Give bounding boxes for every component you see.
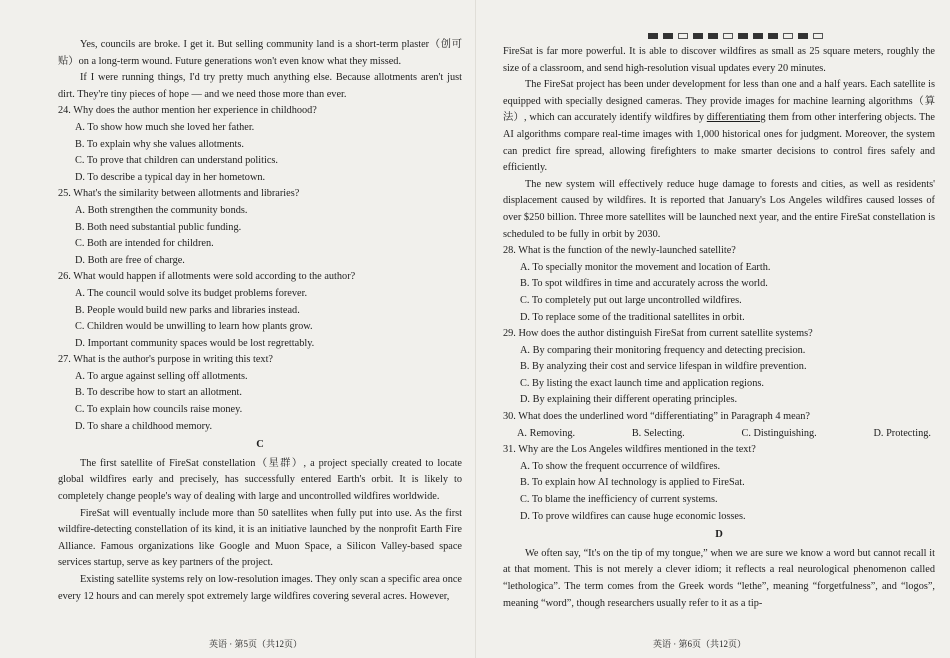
option: D. To replace some of the traditional satellites in orbit. <box>520 311 745 323</box>
option: B. Selecting. <box>631 427 685 439</box>
option: B. To describe how to start an allotment. <box>75 387 242 399</box>
option: D. Important community spaces would be lost regrettably. <box>75 337 315 349</box>
paragraph: The new system will effectively reduce huge damage to forests and cities, as well as residents' displacement caused by wildfires. It is reported that January's Los Angeles wildfires caused losses of over $250 billion. Three more satellites will be launched next year, and the entire FireSat constellation is scheduled to be fully in orbit by 2030. <box>503 178 935 240</box>
section-heading-d: D <box>715 529 723 541</box>
right-page <box>475 0 950 658</box>
option: C. To prove that children can understand politics. <box>75 155 278 167</box>
paragraph: We often say, “It's on the tip of my tongue,” when we are sure we know a word but cannot recall it at that moment. This is not merely a clever idiom; it reflects a real neurological phenomenon called “lethologica”. The term comes from the Greek words “lethe”, meaning “forgetfulness”, and “logos”, meaning “word”, though researchers usually refer to it as a tip- <box>503 547 935 609</box>
option: A. To show how much she loved her father. <box>75 121 255 133</box>
question-stem: 26. What would happen if allotments were sold according to the author? <box>58 271 356 283</box>
question-29 <box>503 326 935 409</box>
question-stem: 31. Why are the Los Angeles wildfires mentioned in the text? <box>503 444 756 456</box>
question-31 <box>503 442 935 525</box>
question-27 <box>58 352 462 435</box>
paragraph: Existing satellite systems rely on low-resolution images. They only scan a specific area once every 12 hours and can merely spot extremely large wildfires covering several acres. However, <box>58 574 462 602</box>
page-footer: 英语 · 第6页（共12页） <box>653 639 746 649</box>
question-30 <box>503 409 935 442</box>
question-stem: 29. How does the author distinguish FireSat from current satellite systems? <box>503 328 813 340</box>
option: A. Removing. <box>517 427 576 439</box>
left-column <box>58 37 462 605</box>
option: B. By analyzing their cost and service lifespan in wildfire prevention. <box>520 361 807 373</box>
option: D. By explaining their different operating principles. <box>520 394 738 406</box>
question-26 <box>58 269 462 352</box>
option: C. To completely put out large uncontrolled wildfires. <box>520 294 742 306</box>
section-heading-c: C <box>256 439 264 451</box>
option: A. The council would solve its budget problems forever. <box>75 287 308 299</box>
option: D. To describe a typical day in her hometown. <box>75 171 266 183</box>
option: C. To blame the inefficiency of current systems. <box>520 494 718 506</box>
question-stem: 28. What is the function of the newly-launched satellite? <box>503 245 736 257</box>
option: B. People would build new parks and libraries instead. <box>75 304 300 316</box>
option: B. To explain why she values allotments. <box>75 138 244 150</box>
option: D. Both are free of charge. <box>75 254 185 266</box>
option: C. Distinguishing. <box>741 427 817 439</box>
question-stem: 25. What's the similarity between allotments and libraries? <box>58 188 300 200</box>
option: B. To spot wildfires in time and accurately across the world. <box>520 278 768 290</box>
question-stem: 24. Why does the author mention her experience in childhood? <box>58 105 317 117</box>
option: D. To share a childhood memory. <box>75 420 213 432</box>
option: D. Protecting. <box>873 427 931 439</box>
option: B. To explain how AI technology is applied to FireSat. <box>520 477 745 489</box>
question-stem: 30. What does the underlined word “differentiating” in Paragraph 4 mean? <box>503 411 810 423</box>
right-column <box>503 44 935 612</box>
option: A. To show the frequent occurrence of wildfires. <box>520 460 721 472</box>
option: A. To specially monitor the movement and location of Earth. <box>520 261 771 273</box>
paragraph: FireSat will eventually include more than 50 satellites when fully put into use. As the first wildfire-detecting constellation of its kind, it is an initiative launched by the nonprofit Earth Fire Alliance. Famous organizations like Google and Muon Space, a Silicon Valley-based space services startup, serve as key partners of the project. <box>58 507 462 569</box>
paragraph: Yes, councils are broke. I get it. But selling community land is a short-term plaster（创可贴）on a long-term wound. Future generations won't even know what they missed. <box>58 39 462 67</box>
page-footer: 英语 · 第5页（共12页） <box>209 639 302 649</box>
option: A. By comparing their monitoring frequency and detecting precision. <box>520 344 806 356</box>
option: C. By listing the exact launch time and application regions. <box>520 377 764 389</box>
option: C. Both are intended for children. <box>75 238 214 250</box>
paragraph: The FireSat project has been under development for less than one and a half years. Each satellite is equipped with specially designed cameras. They provide images for machine learning algorithms（算法）, which can accurately identify wildfires by differentiating them from other interfering objects. The AI algorithms compare real-time images with 1,000 historical ones for judgment. Moreover, the system can predict fire spread, allowing firefighters to make smarter decisions to control fires safely and efficiently. <box>503 79 935 174</box>
question-24 <box>58 103 462 186</box>
paragraph: FireSat is far more powerful. It is able to discover wildfires as small as 25 square meters, roughly the size of a classroom, and send high-resolution visual updates every 20 minutes. <box>503 46 935 74</box>
question-stem: 27. What is the author's purpose in writing this text? <box>58 354 274 366</box>
option: C. To explain how councils raise money. <box>75 404 243 416</box>
option: A. Both strengthen the community bonds. <box>75 204 248 216</box>
option: B. Both need substantial public funding. <box>75 221 242 233</box>
option-row <box>503 426 935 443</box>
underlined-word: differentiating <box>706 112 766 124</box>
scan-marks <box>648 33 823 39</box>
question-28 <box>503 243 935 326</box>
paragraph: The first satellite of FireSat constellation（星群）, a project specially created to locate global wildfires early and precisely, has successfully entered Earth's orbit. It is likely to completely change people's way of dealing with large and uncontrolled wildfires worldwide. <box>58 457 462 503</box>
question-25 <box>58 186 462 269</box>
option: A. To argue against selling off allotments. <box>75 370 248 382</box>
option: D. To prove wildfires can cause huge economic losses. <box>520 510 746 522</box>
option: C. Children would be unwilling to learn how plants grow. <box>75 321 313 333</box>
paragraph: If I were running things, I'd try pretty much anything else. Because allotments aren't just dirt. They're tiny pieces of hope — and we need those more than ever. <box>58 72 462 100</box>
